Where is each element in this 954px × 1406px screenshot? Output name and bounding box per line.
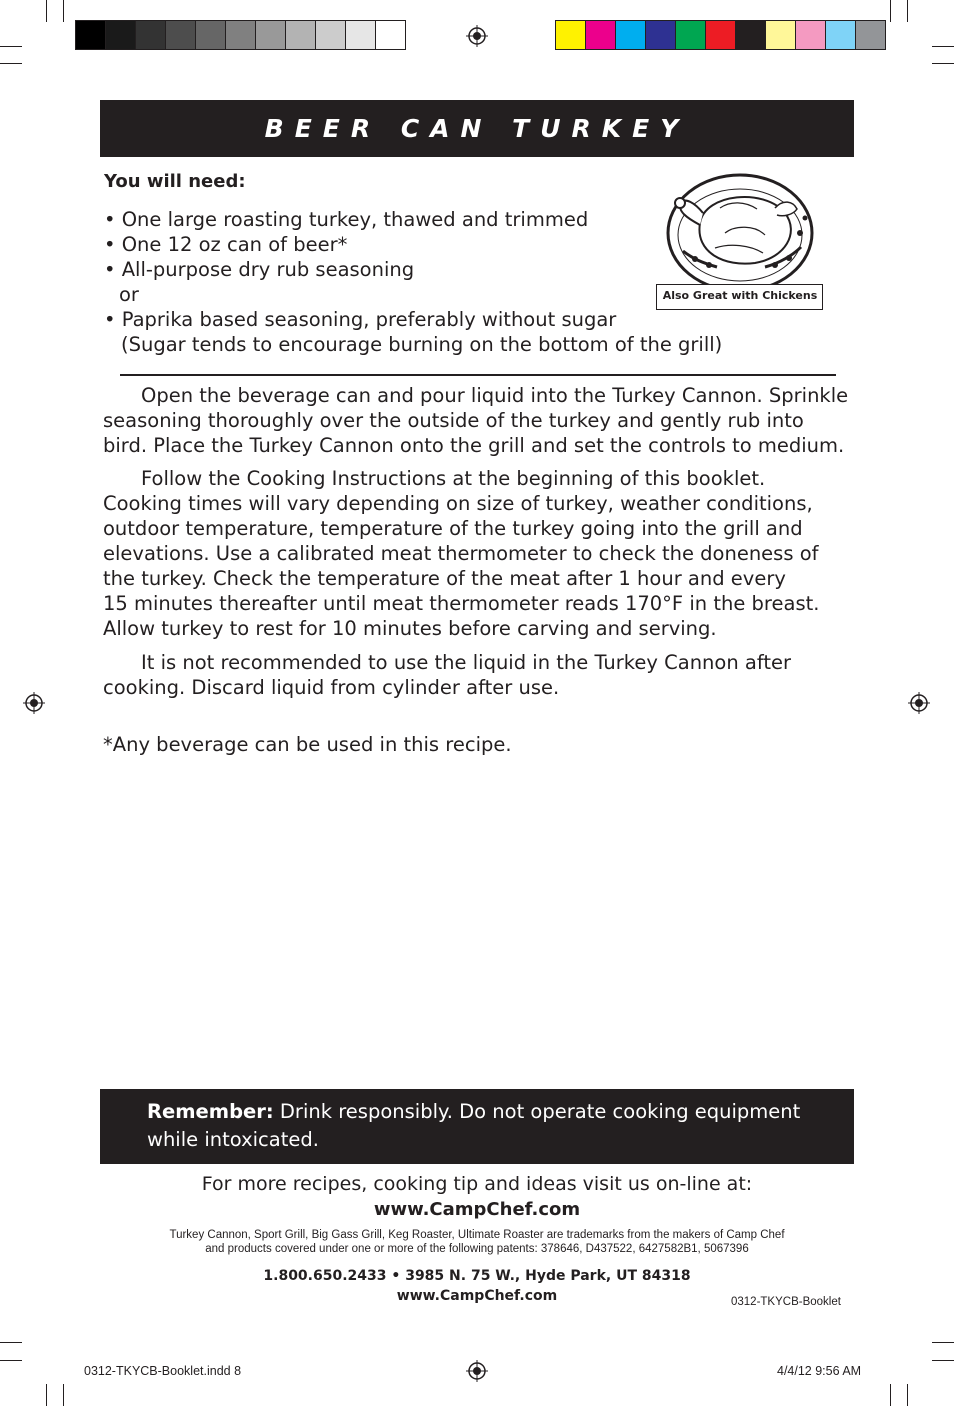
ingredient-item: • One 12 oz can of beer* (104, 233, 348, 256)
crop-mark (907, 1384, 908, 1406)
color-swatch (256, 21, 286, 49)
file-slug: 0312-TKYCB-Booklet.indd 8 (84, 1364, 242, 1378)
color-bar (555, 20, 886, 50)
divider (120, 374, 836, 376)
paragraph-line: the turkey. Check the temperature of the meat after 1 hour and every (103, 567, 786, 590)
color-swatch (826, 21, 856, 49)
color-swatch (196, 21, 226, 49)
ingredient-note: (Sugar tends to encourage burning on the bottom of the grill) (121, 333, 723, 356)
registration-mark-icon (466, 1360, 488, 1382)
color-swatch (766, 21, 796, 49)
crop-mark (932, 1360, 954, 1361)
paragraph-line: Open the beverage can and pour liquid into the Turkey Cannon. Sprinkle (141, 384, 849, 407)
address: 3985 N. 75 W., Hyde Park, UT 84318 (405, 1268, 691, 1284)
phone-number: 1.800.650.2433 (263, 1268, 387, 1284)
image-caption: Also Great with Chickens (662, 289, 818, 302)
paragraph-line: cooking. Discard liquid from cylinder after use. (103, 676, 560, 699)
crop-mark (0, 1360, 22, 1361)
crop-mark (0, 1342, 22, 1343)
paragraph-line: Allow turkey to rest for 10 minutes before carving and serving. (103, 617, 717, 640)
color-swatch (346, 21, 376, 49)
crop-mark (932, 46, 954, 47)
crop-mark (0, 46, 22, 47)
registration-mark-icon (466, 25, 488, 47)
color-swatch (166, 21, 196, 49)
crop-mark (890, 1384, 891, 1406)
color-swatch (106, 21, 136, 49)
paragraph-line: Follow the Cooking Instructions at the beginning of this booklet. (141, 467, 766, 490)
color-swatch (286, 21, 316, 49)
crop-mark (46, 1384, 47, 1406)
color-swatch (226, 21, 256, 49)
crop-mark (63, 0, 64, 22)
ingredient-item: • One large roasting turkey, thawed and trimmed (104, 208, 589, 231)
color-swatch (706, 21, 736, 49)
contact-line (0, 1268, 954, 1284)
color-swatch (856, 21, 885, 49)
instruction-paragraph (103, 650, 863, 700)
color-swatch (376, 21, 405, 49)
page-title: BEER CAN TURKEY (264, 114, 690, 143)
trademark-text: and products covered under one or more of the following patents: 378646, D437522, 6427582B1, 5067396 (205, 1243, 749, 1255)
remember-line: Drink responsibly. Do not operate cooking equipment (279, 1100, 801, 1123)
color-swatch (616, 21, 646, 49)
ingredient-item: • Paprika based seasoning, preferably without sugar (104, 308, 617, 331)
grayscale-bar (75, 20, 406, 50)
website-link[interactable]: www.CampChef.com (373, 1199, 581, 1220)
color-swatch (646, 21, 676, 49)
crop-mark (907, 0, 908, 22)
remember-line: while intoxicated. (147, 1128, 319, 1151)
ingredient-item: • All-purpose dry rub seasoning (104, 258, 415, 281)
instruction-paragraph (103, 466, 863, 641)
bullet-separator: • (391, 1268, 401, 1284)
remember-label: Remember: (147, 1100, 274, 1123)
paragraph-line: seasoning thoroughly over the outside of the turkey and gently rub into (103, 409, 804, 432)
crop-mark (0, 63, 22, 64)
you-will-need-heading: You will need: (104, 171, 246, 192)
registration-mark-icon (23, 692, 45, 714)
ingredient-or: or (119, 283, 139, 306)
registration-mark-icon (908, 692, 930, 714)
footnote: *Any beverage can be used in this recipe. (103, 733, 512, 756)
paragraph-line: bird. Place the Turkey Cannon onto the grill and set the controls to medium. (103, 434, 845, 457)
paragraph-line: Cooking times will vary depending on size of turkey, weather conditions, (103, 492, 813, 515)
remember-text (147, 1098, 837, 1154)
paragraph-line: elevations. Use a calibrated meat thermometer to check the doneness of (103, 542, 819, 565)
more-recipes-text: For more recipes, cooking tip and ideas visit us on-line at: (201, 1173, 753, 1195)
color-swatch (76, 21, 106, 49)
paragraph-line: It is not recommended to use the liquid in the Turkey Cannon after (141, 651, 792, 674)
color-swatch (736, 21, 766, 49)
crop-mark (932, 63, 954, 64)
roast-turkey-illustration (665, 163, 815, 293)
paragraph-line: 15 minutes thereafter until meat thermometer reads 170°F in the breast. (103, 592, 820, 615)
color-swatch (556, 21, 586, 49)
instruction-paragraph (103, 383, 863, 458)
trademark-text: Turkey Cannon, Sport Grill, Big Gass Grill, Keg Roaster, Ultimate Roaster are trademarks from the makers of Camp Chef (169, 1229, 785, 1241)
color-swatch (316, 21, 346, 49)
website-link[interactable]: www.CampChef.com (396, 1288, 558, 1304)
booklet-code: 0312-TKYCB-Booklet (731, 1296, 841, 1308)
crop-mark (63, 1384, 64, 1406)
crop-mark (932, 1342, 954, 1343)
crop-mark (890, 0, 891, 22)
color-swatch (586, 21, 616, 49)
paragraph-line: outdoor temperature, temperature of the turkey going into the grill and (103, 517, 803, 540)
color-swatch (676, 21, 706, 49)
date-slug: 4/4/12 9:56 AM (777, 1364, 862, 1378)
color-swatch (136, 21, 166, 49)
crop-mark (46, 0, 47, 22)
color-swatch (796, 21, 826, 49)
